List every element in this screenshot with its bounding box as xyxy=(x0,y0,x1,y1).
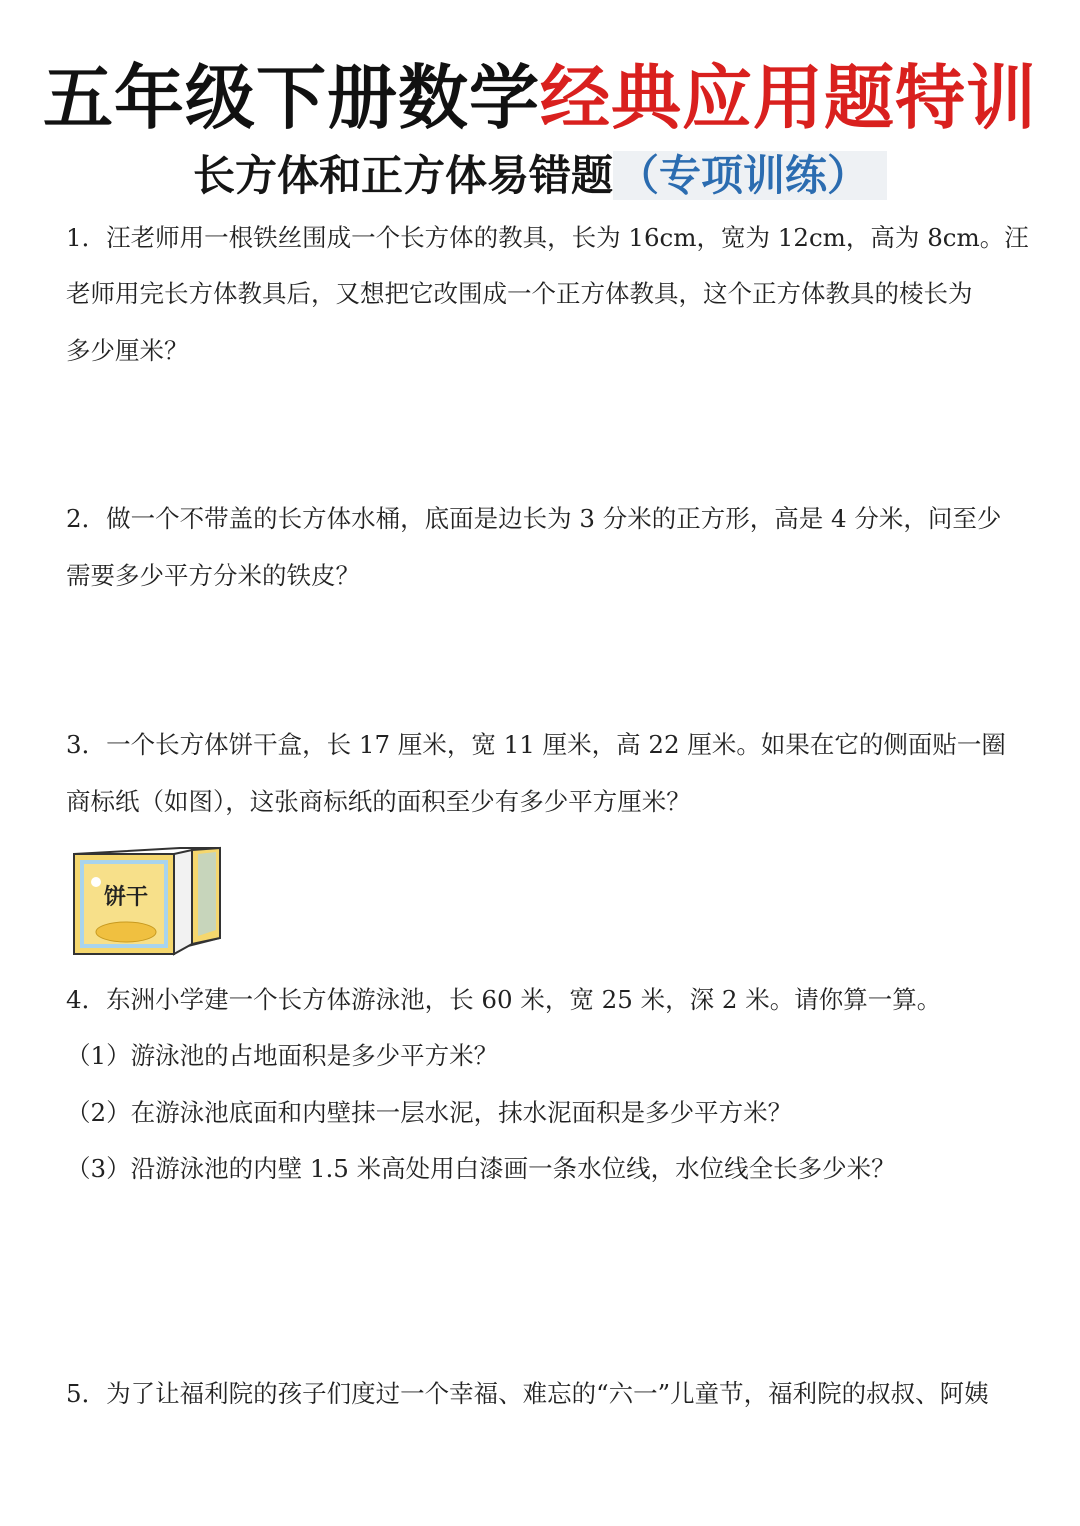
title-black-part: 五年级下册数学 xyxy=(43,57,540,139)
question-4-line-1: 4．东洲小学建一个长方体游泳池，长 60 米，宽 25 米，深 2 米。请你算一算。 xyxy=(66,985,942,1014)
title-red-part: 经典应用题特训 xyxy=(540,57,1037,139)
question-3-line-2: 商标纸（如图），这张商标纸的面积至少有多少平方厘米？ xyxy=(66,787,691,816)
biscuit-box-figure xyxy=(70,842,230,962)
main-title xyxy=(0,58,1080,138)
question-4-sub-1: （1）游泳池的占地面积是多少平方米？ xyxy=(66,1041,499,1070)
question-1-line-3: 多少厘米？ xyxy=(66,336,189,365)
subtitle-main: 长方体和正方体易错题 xyxy=(192,151,613,200)
biscuit-label-text: 饼干 xyxy=(104,885,149,910)
question-3-line-1: 3．一个长方体饼干盒，长 17 厘米，宽 11 厘米，高 22 厘米。如果在它的侧面贴一圈 xyxy=(66,730,1006,759)
subtitle xyxy=(0,148,1080,204)
question-1-line-2: 老师用完长方体教具后，又想把它改围成一个正方体教具，这个正方体教具的棱长为 xyxy=(66,279,973,308)
question-2-line-1: 2．做一个不带盖的长方体水桶，底面是边长为 3 分米的正方形，高是 4 分米，问至少 xyxy=(66,504,1002,533)
question-2-line-2: 需要多少平方分米的铁皮？ xyxy=(66,561,360,590)
subtitle-paren: （专项训练） xyxy=(613,151,887,200)
question-1-line-1: 1．汪老师用一根铁丝围成一个长方体的教具，长为 16cm，宽为 12cm，高为 8cm。汪 xyxy=(66,223,1029,252)
question-4-sub-2: （2）在游泳池底面和内壁抹一层水泥，抹水泥面积是多少平方米？ xyxy=(66,1098,793,1127)
question-5-line-1: 5．为了让福利院的孩子们度过一个幸福、难忘的“六一”儿童节，福利院的叔叔、阿姨 xyxy=(66,1379,989,1408)
question-4-sub-3: （3）沿游泳池的内壁 1.5 米高处用白漆画一条水位线，水位线全长多少米？ xyxy=(66,1154,896,1183)
